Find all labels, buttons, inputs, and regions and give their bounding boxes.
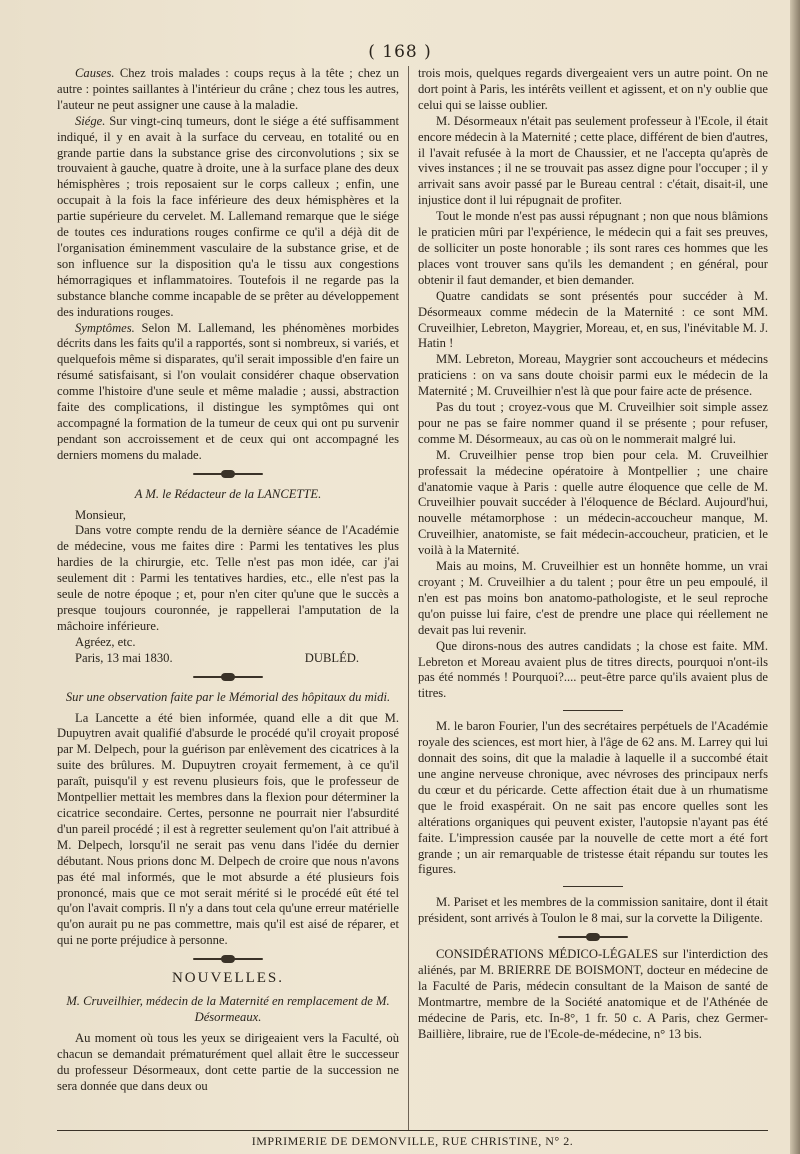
section-ornament — [193, 953, 263, 965]
letter-body: Dans votre compte rendu de la dernière séance de l'Académie de médecine, vous me faites dire : Parmi les tentatives les plus hardies de la chirurgie, etc. Telle n'est pas mon idée, car j'ai seulement dit : Parmi les tentatives hardies, etc., elle n'est pas la seule de notre époque ; et, pour n'en citer qu'une que le succès a presque toujours couronnée, je rappellerai l'amputation de la mâchoire inférieure. — [57, 523, 399, 633]
nouvelles-heading: NOUVELLES. — [171, 970, 285, 987]
causes-text: Chez trois malades : coups reçus à la tête ; chez un autre : pointes saillantes à l'intérieur du crâne ; chez tous les autres, l'auteur ne peut assigner une cause à la maladie. — [57, 66, 399, 112]
bibliography-title: CONSIDÉRATIONS MÉDICO-LÉGALES — [436, 947, 659, 962]
article-paragraph: Que dirons-nous des autres candidats ; la chose est faite. MM. Lebreton et Moreau avaient plus de titres directs, pourquoi n'ont-ils pas été nommés ! Pourquoi?.... peut-être parce qu'ils avaient plus de titres. — [418, 638, 768, 701]
memorial-text: La Lancette a été bien informée, quand elle a dit que M. Dupuytren avait qualifié d'absurde le procédé qu'il croyait proposé par M. Delpech, pour la guérison par enlèvement des cicatrices à la suite des brûlures. M. Dupuytren croyait fermement, à ce qu'il paraît, puisqu'il y est revenu plusieurs fois, que le professeur de Montpellier mettait les membres dans la flexion pour déterminer la cicatrice secondaire. Certes, personne ne pourrait nier l'absurdité d'un pareil procédé ; il est à regretter seulement qu'on l'ait attribué à M. Delpech, lorsqu'il ne serait pas venu dans l'idée du dernier débutant. Nous prions donc M. Delpech de croire que nous n'avons pas été mal informés, que le mot absurde a été plusieurs fois prononcé, mais que ce mot serait mérité si le procédé eût été tel qu'on l'avait compris. Il n'y a dans tout cela qu'une erreur matérielle qu'on aurait pu ne pas commettre, mais qu'il est aisé de réparer, et qui ne porte préjudice à personne. — [57, 710, 399, 948]
letter-place-date: Paris, 13 mai 1830. — [75, 650, 173, 665]
book-spine-edge — [790, 0, 800, 1154]
memorial-heading: Sur une observation faite par le Mémorial des hôpitaux du midi. — [65, 689, 391, 704]
symptomes-paragraph — [57, 321, 399, 464]
printer-imprint: IMPRIMERIE DE DEMONVILLE, RUE CHRISTINE, N° 2. — [57, 1130, 768, 1149]
section-ornament — [558, 931, 628, 943]
article-paragraph: MM. Lebreton, Moreau, Maygrier sont accoucheurs et médecins praticiens : on va sans doute choisir parmi eux le médecin de la Maternité ; M. Cruveilhier n'est là que pour faire acte de présence. — [418, 352, 768, 399]
article-paragraph: M. Cruveilhier pense trop bien pour cela. M. Cruveilhier professait la médecine opératoire à Montpellier ; une chaire d'anatomie vaque à Paris : quelle autre éloquence que celle de M. Cruveilhier pouvait succéder à l'éloquence de Béclard. Aujourd'hui, nouvelle métamorphose : un médecin-accoucheur manque, M. Cruveilhier, anatomiste, se fait médecin-accoucheur, praticien, et le voilà à la Maternité. — [418, 447, 768, 558]
article-paragraph: trois mois, quelques regards divergeaient vers un autre point. On ne dort point à Paris, les intérêts veillent et agissent, et on n'y oublie que celui qui se laisse oublier. — [418, 66, 768, 112]
siege-paragraph — [57, 114, 399, 321]
article-paragraph: M. Désormeaux n'était pas seulement professeur à l'Ecole, il était encore médecin à la Maternité ; cette place, différent de bien d'autres, il l'avait refusée à la mort de Chaussier, et ne l'accepta qu'après de vives instances ; il ne se trouvait pas assez digne pour l'occuper ; il y arrivait sans avoir passé par le Bureau central : c'était, disait-il, une injustice dont il lui répugnait de profiter. — [418, 113, 768, 208]
letter-heading: A M. le Rédacteur de la LANCETTE. — [134, 486, 322, 501]
letter-salutation: Monsieur, — [75, 507, 126, 522]
bibliography-entry — [418, 947, 768, 1042]
symptomes-label: Symptômes. — [75, 320, 135, 335]
column-divider — [408, 66, 409, 1131]
pariset-paragraph: M. Pariset et les membres de la commission sanitaire, dont il était président, sont arrivés à Toulon le 8 mai, sur la corvette la Diligente. — [418, 895, 768, 926]
siege-text: Sur vingt-cinq tumeurs, dont le siége a été suffisamment indiqué, il y en avait à la surface du cerveau, en totalité ou en grande partie dans la substance grise des circonvolutions ; six se trouvaient à gauche, quatre à droite, une à la surface plane des deux hémisphères ; trois reposaient sur le corps calleux ; enfin, une occupait à la fois la face inférieure des deux hémisphères et la partie supérieure du cervelet. M. Lallemand remarque que le siége de toutes ces indurations rouges confirme ce qu'il a déjà dit de l'organisation éminemment vasculaire de la substance grise, et de son influence sur la disposition qu'a le tissu aux congestions hémorragiques et inflammatoires. Toutefois il ne regarde pas la substance blanche comme incapable de se prêter au développement des indurations rouges. — [57, 113, 399, 319]
right-column — [418, 66, 768, 1043]
section-rule — [563, 710, 623, 711]
section-ornament — [193, 468, 263, 480]
siege-label: Siége. — [75, 113, 106, 128]
letter-closing: Agréez, etc. — [75, 634, 136, 649]
section-ornament — [193, 671, 263, 683]
cruveilhier-heading: M. Cruveilhier, médecin de la Maternité en remplacement de M. Désormeaux. — [66, 994, 390, 1024]
left-column — [57, 66, 399, 1094]
article-paragraph: Mais au moins, M. Cruveilhier est un honnête homme, un vrai croyant ; M. Cruveilhier a du talent ; pour être un peu empoulé, il n'en est pas moins bon anatomo-pathologiste, et le seul reproche qu'on puisse lui faire, c'est de prendre une place qui réellement ne devait pas lui revenir. — [418, 559, 768, 637]
article-paragraph: Pas du tout ; croyez-vous que M. Cruveilhier soit simple assez pour ne pas se faire nommer quand il se présente ; pour refuser, comme M. Désormeaux, au cas où on le nommerait malgré lui. — [418, 400, 768, 446]
fourier-paragraph: M. le baron Fourier, l'un des secrétaires perpétuels de l'Académie royale des sciences, est mort hier, à l'âge de 62 ans. M. Larrey qui lui donnait des soins, dit que la maladie à laquelle il a succombé était une angine nerveuse chronique, avec névroses des principaux nerfs du cœur et du péricarde. Cette affection était due à un rhumatisme que le froid exaspérait. On ne sait pas encore quelles sont les altérations organiques qui peuvent exister, l'autopsie n'ayant pas été faite. L'impression causée par la nouvelle de cette mort a été fort grande ; un air remarquable de tristesse était répandu sur toutes les figures. — [418, 719, 768, 877]
letter-signature-line — [57, 651, 399, 667]
page-number: ( 168 ) — [368, 42, 432, 62]
cruveilhier-text: Au moment où tous les yeux se dirigeaient vers la Faculté, où chacun se demandait prématurément quel allait être le successeur du professeur Désormeaux, dont cette partie de la succession ne sera donnée que dans deux ou — [57, 1030, 399, 1093]
causes-paragraph — [57, 66, 399, 114]
bibliography-text: sur l'interdiction des aliénés, par M. BRIERRE DE BOISMONT, docteur en médecine de la Faculté de Paris, médecin consultant de la Maison de santé de Montmartre, membre de la Société anatomique et de l'Athénée de médecine de Paris, etc. In-8°, 1 fr. 50 c. A Paris, chez Germer-Baillière, libraire, rue de l'Ecole-de-médecine, n° 13 bis. — [418, 947, 768, 1041]
section-rule — [563, 886, 623, 887]
symptomes-text: Selon M. Lallemand, les phénomènes morbides décrits dans les faits qu'il a rapportés, sont si nombreux, si variés, et quelquefois même si disparates, qu'il serait impossible d'en faire un résumé satisfaisant, si l'on voulait considérer chaque observation comme l'histoire d'une seule et même maladie ; aussi, abstraction faite des complications, il distingue les symptômes qui ont accompagné la formation de la tumeur de ceux qui ont pu survenir pendant son accroissement et de ceux qui ont accompagné les derniers momens du malade. — [57, 320, 399, 462]
causes-label: Causes. — [75, 66, 115, 80]
article-paragraph: Tout le monde n'est pas aussi répugnant ; non que nous blâmions le praticien mûri par l'expérience, le médecin qui a fait ses preuves, de solliciter un poste honorable ; ils sont rares ces hommes que les places vont trouver sans qu'ils les demandent ; en général, pour obtenir il faut demander, et bien demander. — [418, 209, 768, 287]
letter-signature: DUBLÉD. — [304, 650, 359, 665]
article-paragraph: Quatre candidats se sont présentés pour succéder à M. Désormeaux comme médecin de la Maternité : ce sont MM. Cruveilhier, Lebreton, Maygrier, Moreau, et, en sus, l'inévitable M. J. Hatin ! — [418, 288, 768, 351]
